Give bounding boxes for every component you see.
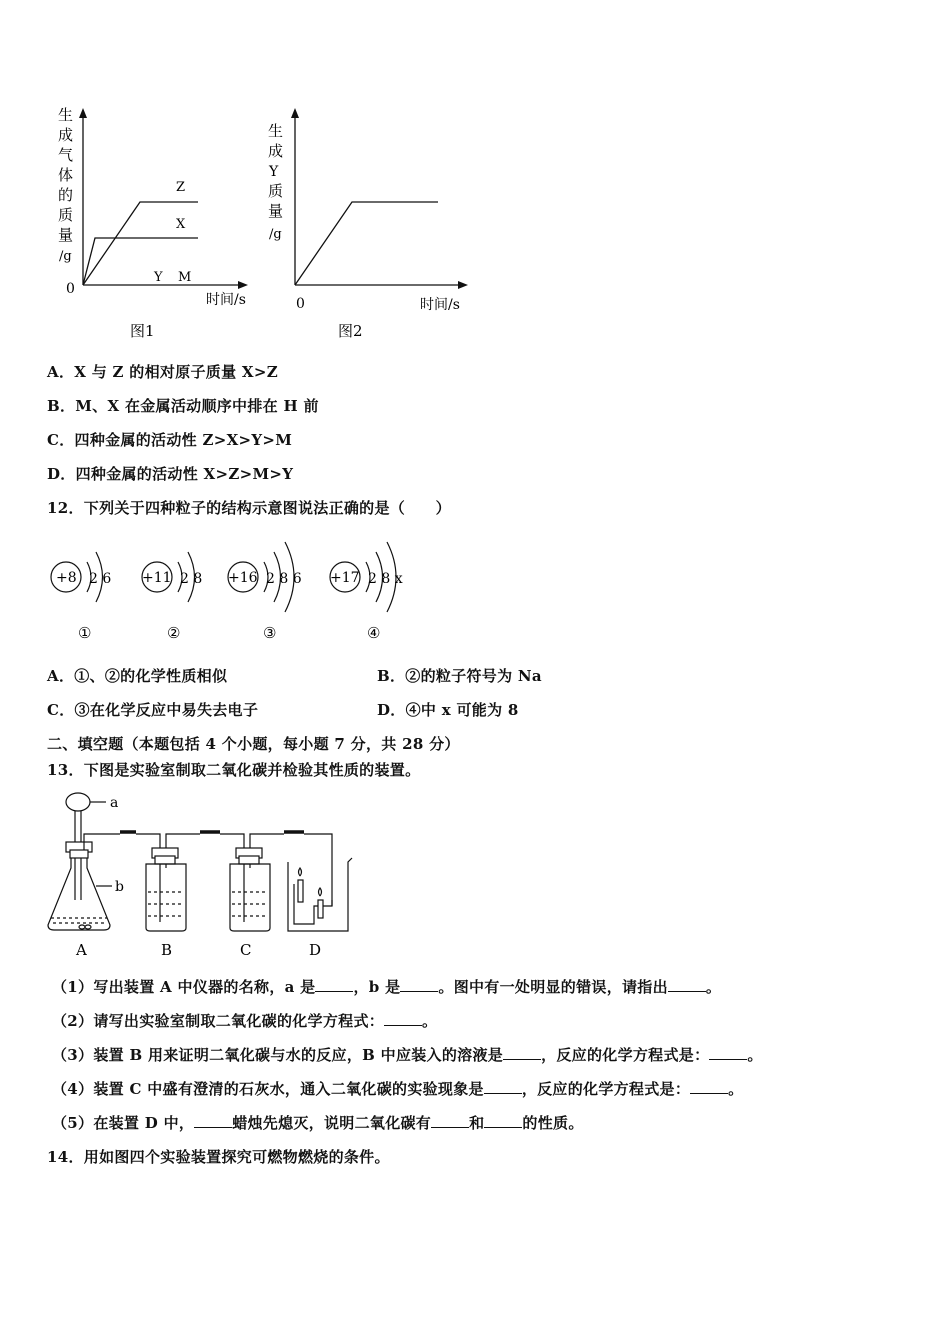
label-B: B: [161, 941, 173, 959]
fig2-ylabel-3: Y: [269, 164, 279, 180]
fig2-ylabel-1: 生: [268, 122, 284, 140]
blank-3a[interactable]: [503, 1045, 541, 1060]
fig2-ylabel-5: 量: [268, 202, 284, 220]
blank-5c[interactable]: [484, 1113, 522, 1128]
q13-part-1: （1）写出装置 A 中仪器的名称，a 是 ，b 是 。图中有一处明显的错误，请指出 。: [52, 978, 722, 996]
fig2-y-arrow: [291, 108, 299, 118]
bottle-b: [146, 864, 186, 931]
fig1-xlabel: 时间/s: [206, 292, 246, 308]
q13-part-4: （4）装置 C 中盛有澄清的石灰水，通入二氧化碳的实验现象是 ，反应的化学方程式是： 。: [52, 1080, 744, 1098]
atom2-shells: 2 8: [180, 571, 203, 587]
blank-3b[interactable]: [709, 1045, 747, 1060]
fig1-ylabel-5: 的: [58, 186, 74, 204]
atom3-nucleus-label: +16: [228, 570, 258, 586]
fig1-x-arrow: [238, 281, 248, 289]
bottle-c: [230, 864, 270, 931]
figure-2: [262, 100, 477, 345]
fig2-ylabel-4: 质: [268, 182, 284, 200]
fig2-caption: 图2: [338, 322, 363, 340]
atom1-shells: 2 6: [89, 571, 112, 587]
fig1-caption: 图1: [130, 322, 155, 340]
fig1-ylabel-7: 量: [58, 226, 74, 244]
conical-flask: [48, 858, 110, 930]
fig1-ylabel-8: /g: [59, 249, 72, 264]
fig1-ylabel-3: 气: [58, 146, 74, 164]
q11-option-d: D．四种金属的活动性 X>Z>M>Y: [47, 465, 294, 483]
fig1-label-z: Z: [176, 180, 186, 195]
fig1-y-arrow: [79, 108, 87, 118]
fig1-label-y: Y: [154, 270, 163, 285]
fig1-origin: 0: [66, 281, 75, 297]
atom3-label: ③: [263, 624, 277, 642]
atom-diagrams: [45, 528, 425, 648]
q12-option-a: A．①、②的化学性质相似: [47, 667, 228, 685]
q13-part-3: （3）装置 B 用来证明二氧化碳与水的反应，B 中应装入的溶液是 ，反应的化学方程式是： 。: [52, 1046, 763, 1064]
section-2-heading: 二、填空题（本题包括 4 个小题，每小题 7 分，共 28 分）: [47, 735, 460, 753]
funnel-bulb: [66, 793, 90, 811]
q12-option-d: D．④中 x 可能为 8: [377, 701, 519, 719]
q11-option-a: A．X 与 Z 的相对原子质量 X>Z: [47, 363, 278, 381]
atom1-label: ①: [78, 624, 92, 642]
atom4-shells: 2 8 x: [368, 571, 403, 587]
fig1-label-x: X: [176, 217, 186, 232]
fig2-ylabel-2: 成: [268, 142, 284, 160]
label-b: b: [115, 879, 124, 895]
fig2-xlabel: 时间/s: [420, 297, 460, 313]
fig1-ylabel-1: 生: [58, 106, 74, 124]
fig2-ylabel-6: /g: [269, 227, 282, 242]
q12-stem: 12．下列关于四种粒子的结构示意图说法正确的是（ ）: [47, 499, 451, 517]
blank-1a[interactable]: [315, 977, 353, 992]
q11-option-c: C．四种金属的活动性 Z>X>Y>M: [47, 431, 293, 449]
q13-part-5: （5）在装置 D 中， 蜡烛先熄灭，说明二氧化碳有 和 的性质。: [52, 1114, 584, 1132]
q13-part-2: （2）请写出实验室制取二氧化碳的化学方程式： 。: [52, 1012, 438, 1030]
blank-2a[interactable]: [384, 1011, 422, 1026]
fig1-ylabel-6: 质: [58, 206, 74, 224]
blank-5b[interactable]: [431, 1113, 469, 1128]
fig1-label-m: M: [178, 270, 192, 285]
fig2-x-arrow: [458, 281, 468, 289]
label-D: D: [309, 941, 322, 959]
q12-option-b: B．②的粒子符号为 Na: [377, 667, 542, 685]
blank-5a[interactable]: [194, 1113, 232, 1128]
candle-flame-bottom: [319, 888, 322, 896]
q11-option-b: B．M、X 在金属活动顺序中排在 H 前: [47, 397, 319, 415]
atom4-nucleus-label: +17: [330, 570, 360, 586]
atom1-nucleus-label: +8: [56, 570, 77, 586]
co2-apparatus: [40, 788, 370, 968]
q14-stem: 14．用如图四个实验装置探究可燃物燃烧的条件。: [47, 1148, 390, 1166]
fig2-curve: [295, 202, 438, 285]
fig1-ylabel-4: 体: [58, 166, 74, 184]
q12-option-c: C．③在化学反应中易失去电子: [47, 701, 259, 719]
label-A: A: [76, 941, 87, 959]
atom2-label: ②: [167, 624, 181, 642]
atom2-nucleus-label: +11: [142, 570, 172, 586]
blank-4b[interactable]: [690, 1079, 728, 1094]
label-a: a: [110, 795, 119, 811]
blank-1b[interactable]: [400, 977, 438, 992]
blank-1c[interactable]: [668, 977, 706, 992]
label-C: C: [240, 941, 252, 959]
candle-flame-top: [299, 868, 302, 876]
atom4-label: ④: [367, 624, 381, 642]
fig2-origin: 0: [296, 296, 305, 312]
figure-1: [50, 100, 265, 345]
q13-stem: 13．下图是实验室制取二氧化碳并检验其性质的装置。: [47, 761, 421, 779]
blank-4a[interactable]: [484, 1079, 522, 1094]
fig1-ylabel-2: 成: [58, 126, 74, 144]
atom3-shells: 2 8 6: [266, 571, 302, 587]
